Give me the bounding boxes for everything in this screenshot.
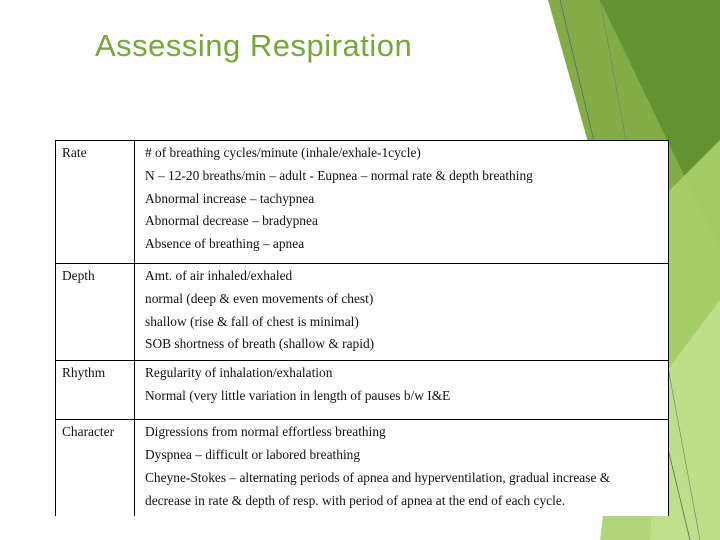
table-row	[56, 361, 669, 420]
list-item: Absence of breathing – apnea	[145, 236, 305, 252]
list-item: Cheyne-Stokes – alternating periods of apnea and hyperventilation, gradual increase & decrease in rate & depth of resp. with period of apnea at the end of each cycle.	[145, 469, 611, 508]
row-label-depth: Depth	[56, 264, 135, 361]
row-content-character	[135, 420, 669, 517]
row-label-character: Character	[56, 420, 135, 517]
list-item: Digressions from normal effortless breathing	[145, 424, 386, 440]
list-item: # of breathing cycles/minute (inhale/exhale-1cycle)	[145, 145, 421, 160]
list-item: Regularity of inhalation/exhalation	[145, 365, 333, 381]
table-row	[56, 141, 669, 264]
list-item: normal (deep & even movements of chest)	[145, 290, 374, 306]
page-title: Assessing Respiration	[95, 28, 413, 63]
table-row	[56, 420, 669, 517]
list-item: shallow (rise & fall of chest is minimal)	[145, 313, 359, 329]
row-content-rate	[135, 141, 669, 264]
list-item: SOB shortness of breath (shallow & rapid)	[145, 336, 375, 352]
row-content-depth	[135, 264, 669, 361]
list-item: Dyspnea – difficult or labored breathing	[145, 446, 361, 462]
list-item: N – 12-20 breaths/min – adult - Eupnea – normal rate & depth breathing	[145, 167, 533, 183]
row-content-rhythm	[135, 361, 669, 420]
table-row	[56, 264, 669, 361]
row-label-rate: Rate	[56, 141, 135, 264]
list-item: Abnormal increase – tachypnea	[145, 190, 315, 206]
list-item: Amt. of air inhaled/exhaled	[145, 268, 293, 283]
list-item: Abnormal decrease – bradypnea	[145, 213, 318, 229]
row-label-rhythm: Rhythm	[56, 361, 135, 420]
respiration-table	[55, 140, 669, 516]
list-item: Normal (very little variation in length of pauses b/w I&E	[145, 387, 451, 403]
